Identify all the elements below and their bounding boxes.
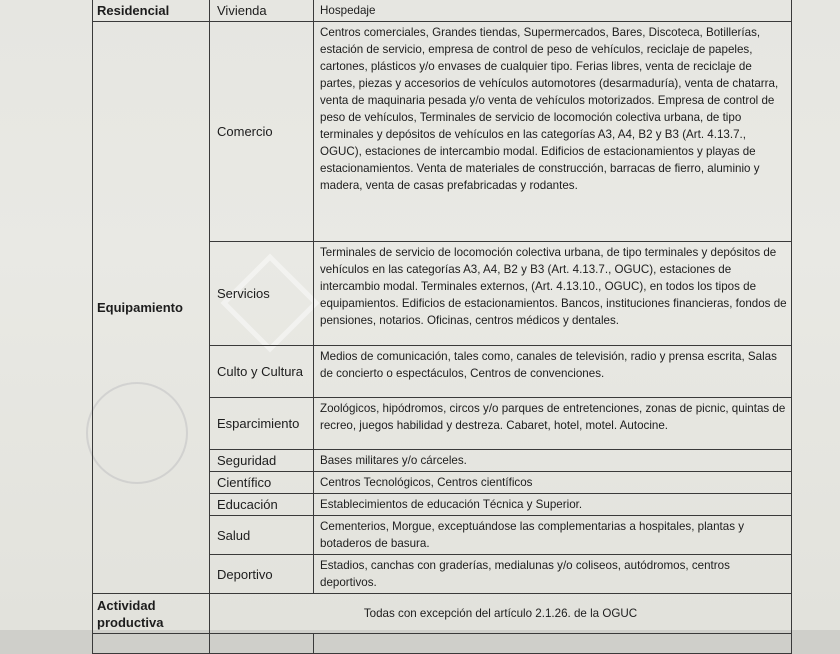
subcategory-cell: Científico (210, 472, 314, 494)
subcategory-cell: Culto y Cultura (210, 346, 314, 398)
subcategory-cell: Educación (210, 494, 314, 516)
subcategory-cell: Salud (210, 516, 314, 555)
table-row (93, 594, 792, 634)
subcategory-cell: Vivienda (210, 0, 314, 22)
category-cell: Actividad productiva (93, 594, 210, 634)
description-cell: Todas con excepción del artículo 2.1.26. de la OGUC (210, 594, 792, 634)
table-row (93, 0, 792, 22)
subcategory-cell: Esparcimiento (210, 398, 314, 450)
subcategory-cell: Servicios (210, 242, 314, 346)
description-cell: Centros Tecnológicos, Centros científicos (314, 472, 792, 494)
description-cell: Medios de comunicación, tales como, canales de televisión, radio y prensa escrita, Salas de concierto o espectáculos, Centros de convenciones. (314, 346, 792, 398)
description-cell: Cementerios, Morgue, exceptuándose las complementarias a hospitales, plantas y botaderos de basura. (314, 516, 792, 555)
description-cell: Terminales de servicio de locomoción colectiva urbana, de tipo terminales y depósitos de vehículos en las categorías A3, A4, B2 y B3 (Art. 4.13.7., OGUC), estaciones de intercambio modal. Terminales externos, (Art. 4.13.10., OGUC), en todos los tipos de equipamientos. Edificios de estacionamientos. Bancos, instituciones financieras, fondos de pensiones, notarios. Oficinas, centros médicos y dentales. (314, 242, 792, 346)
table-row (93, 634, 792, 654)
category-cell: Equipamiento (93, 22, 210, 594)
description-cell: Establecimientos de educación Técnica y Superior. (314, 494, 792, 516)
description-cell: Zoológicos, hipódromos, circos y/o parques de entretenciones, zonas de picnic, quintas de recreo, juegos habilidad y destreza. Cabaret, hotel, motel. Autocine. (314, 398, 792, 450)
category-cell: Residencial (93, 0, 210, 22)
subcategory-cell: Deportivo (210, 555, 314, 594)
description-cell: Hospedaje (314, 0, 792, 22)
description-cell: Centros comerciales, Grandes tiendas, Supermercados, Bares, Discoteca, Botillerías, estación de servicio, empresa de control de peso de vehículos, reciclaje de papeles, cartones, plásticos y/o envases de cualquier tipo. Ferias libres, venta de reciclaje de partes, piezas y accesorios de vehículos automotores (desarmaduría), venta de chatarra, venta de maquinaria pesada y/o venta de vehículos motorizados. Empresa de control de peso de vehículos, Terminales de servicio de locomoción colectiva urbana, de tipo terminales y depósitos de vehículos en las categorías A3, A4, B2 y B3 (Art. 4.13.7., OGUC), estaciones de intercambio modal. Edificios de estacionamientos y playas de estacionamientos. Venta de materiales de construcción, barracas de fierro, aluminio y madera, venta de casas prefabricadas y rodantes. (314, 22, 792, 242)
description-cell: Estadios, canchas con graderías, medialunas y/o coliseos, autódromos, centros deportivos. (314, 555, 792, 594)
subcategory-cell: Comercio (210, 22, 314, 242)
land-use-table (92, 0, 792, 654)
description-cell: Bases militares y/o cárceles. (314, 450, 792, 472)
subcategory-cell: Seguridad (210, 450, 314, 472)
table-row (93, 22, 792, 242)
